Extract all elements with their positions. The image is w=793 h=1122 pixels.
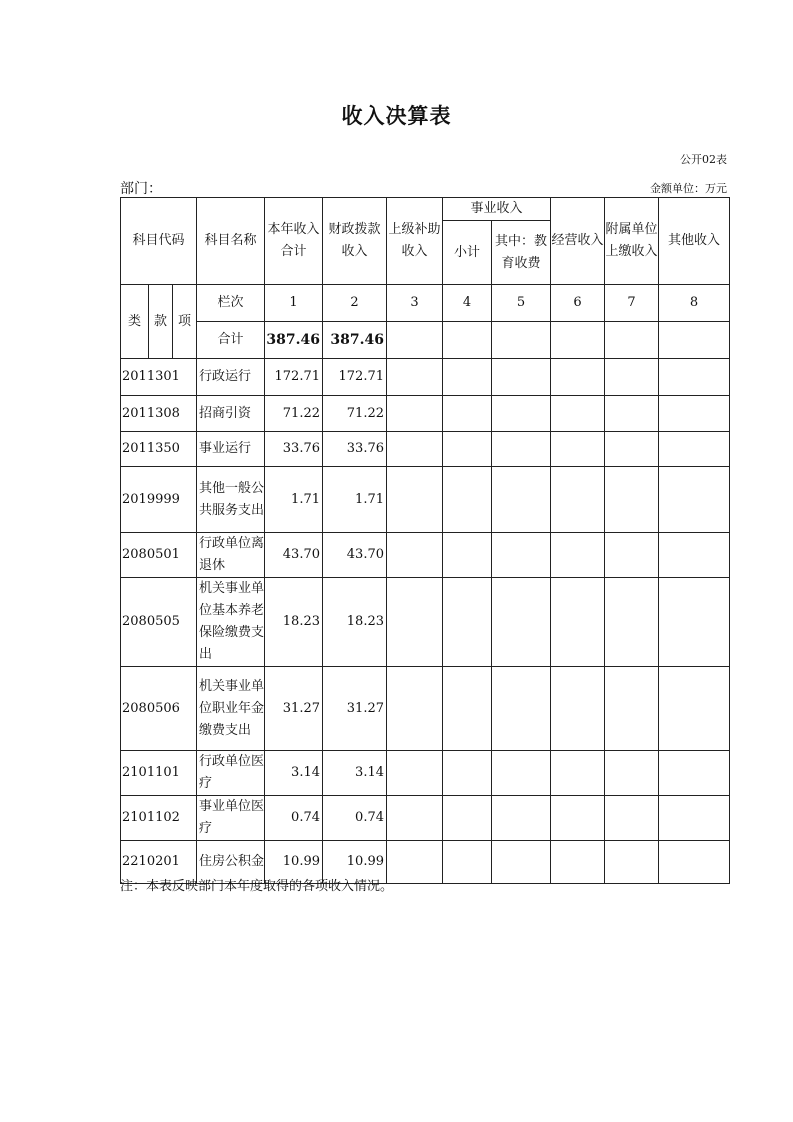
header-superior-subsidy: 上级补助收入 [387, 198, 443, 285]
row-code: 2019999 [121, 467, 197, 533]
row-total: 0.74 [265, 796, 323, 841]
header-business-income: 事业收入 [443, 198, 551, 221]
empty-cell [605, 841, 659, 884]
empty-cell [605, 533, 659, 578]
empty-cell [551, 359, 605, 396]
row-total: 10.99 [265, 841, 323, 884]
empty-cell [387, 841, 443, 884]
empty-cell [659, 533, 730, 578]
row-name: 行政单位医疗 [197, 751, 265, 796]
header-subject-name: 科目名称 [197, 198, 265, 285]
empty-cell [551, 432, 605, 467]
empty-cell [443, 533, 492, 578]
header-column-index: 栏次 [197, 285, 265, 322]
empty-cell [387, 359, 443, 396]
empty-cell [443, 396, 492, 432]
row-code: 2011308 [121, 396, 197, 432]
row-name: 住房公积金 [197, 841, 265, 884]
header-education-fee: 其中：教育收费 [492, 221, 551, 285]
row-fiscal: 0.74 [323, 796, 387, 841]
header-other-income: 其他收入 [659, 198, 730, 285]
empty-cell [605, 467, 659, 533]
row-code: 2080505 [121, 578, 197, 667]
empty-cell [605, 359, 659, 396]
row-name: 机关事业单位职业年金缴费支出 [197, 667, 265, 751]
empty-cell [443, 841, 492, 884]
empty-cell [659, 667, 730, 751]
row-name: 机关事业单位基本养老保险缴费支出 [197, 578, 265, 667]
row-name: 招商引资 [197, 396, 265, 432]
empty-cell [492, 751, 551, 796]
row-total: 18.23 [265, 578, 323, 667]
empty-cell [659, 359, 730, 396]
empty-cell [443, 359, 492, 396]
row-fiscal: 172.71 [323, 359, 387, 396]
row-code: 2080501 [121, 533, 197, 578]
header-section: 款 [149, 285, 173, 359]
empty-cell [492, 432, 551, 467]
empty-cell [492, 841, 551, 884]
row-fiscal: 3.14 [323, 751, 387, 796]
row-fiscal: 10.99 [323, 841, 387, 884]
empty-cell [443, 432, 492, 467]
table-row [121, 667, 730, 751]
row-fiscal: 31.27 [323, 667, 387, 751]
empty-cell [492, 667, 551, 751]
table-row [121, 751, 730, 796]
row-code: 2101101 [121, 751, 197, 796]
empty-cell [659, 432, 730, 467]
header-operating-income: 经营收入 [551, 198, 605, 285]
income-table [120, 197, 730, 884]
empty-cell [551, 533, 605, 578]
empty-cell [443, 751, 492, 796]
col-num-2: 2 [323, 285, 387, 322]
row-name: 其他一般公共服务支出 [197, 467, 265, 533]
empty-cell [443, 578, 492, 667]
empty-cell [387, 796, 443, 841]
department-label: 部门： [120, 181, 162, 197]
empty-cell [659, 396, 730, 432]
col-num-3: 3 [387, 285, 443, 322]
empty-cell [387, 432, 443, 467]
row-fiscal: 1.71 [323, 467, 387, 533]
col-num-1: 1 [265, 285, 323, 322]
empty-cell [551, 751, 605, 796]
row-name: 行政运行 [197, 359, 265, 396]
form-number: 公开02表 [680, 153, 727, 166]
table-row [121, 578, 730, 667]
table-row [121, 796, 730, 841]
empty-cell [659, 796, 730, 841]
empty-cell [605, 796, 659, 841]
empty-cell [659, 751, 730, 796]
row-code: 2101102 [121, 796, 197, 841]
empty-cell [659, 841, 730, 884]
empty-cell [605, 578, 659, 667]
empty-cell [659, 467, 730, 533]
table-row [121, 467, 730, 533]
header-total-income: 本年收入合计 [265, 198, 323, 285]
row-total: 43.70 [265, 533, 323, 578]
header-class: 类 [121, 285, 149, 359]
empty-cell [551, 841, 605, 884]
unit-label: 金额单位：万元 [650, 182, 727, 195]
empty-cell [605, 667, 659, 751]
col-num-6: 6 [551, 285, 605, 322]
row-fiscal: 33.76 [323, 432, 387, 467]
empty-cell [443, 467, 492, 533]
empty-cell [387, 667, 443, 751]
row-total: 3.14 [265, 751, 323, 796]
empty-cell [492, 796, 551, 841]
empty-cell [551, 578, 605, 667]
empty-cell [605, 396, 659, 432]
total-income-sum: 387.46 [265, 322, 323, 359]
row-name: 行政单位离退休 [197, 533, 265, 578]
empty-cell [387, 467, 443, 533]
col-num-5: 5 [492, 285, 551, 322]
total-label: 合计 [197, 322, 265, 359]
row-total: 71.22 [265, 396, 323, 432]
table-row [121, 533, 730, 578]
row-total: 1.71 [265, 467, 323, 533]
fiscal-allocation-sum: 387.46 [323, 322, 387, 359]
row-fiscal: 43.70 [323, 533, 387, 578]
row-code: 2080506 [121, 667, 197, 751]
header-subject-code: 科目代码 [121, 198, 197, 285]
empty-cell [551, 667, 605, 751]
row-name: 事业单位医疗 [197, 796, 265, 841]
empty-cell [492, 396, 551, 432]
col-num-8: 8 [659, 285, 730, 322]
empty-cell [492, 578, 551, 667]
empty-cell [492, 359, 551, 396]
empty-cell [492, 467, 551, 533]
empty-cell [551, 467, 605, 533]
table-row [121, 359, 730, 396]
empty-cell [551, 796, 605, 841]
header-item: 项 [173, 285, 197, 359]
empty-cell [605, 432, 659, 467]
row-code: 2011350 [121, 432, 197, 467]
row-fiscal: 71.22 [323, 396, 387, 432]
empty-cell [387, 751, 443, 796]
empty-cell [387, 533, 443, 578]
header-affiliated-income: 附属单位上缴收入 [605, 198, 659, 285]
empty-cell [443, 667, 492, 751]
row-total: 31.27 [265, 667, 323, 751]
empty-cell [387, 396, 443, 432]
empty-cell [605, 751, 659, 796]
table-row [121, 396, 730, 432]
page-title: 收入决算表 [341, 104, 452, 128]
row-total: 172.71 [265, 359, 323, 396]
row-fiscal: 18.23 [323, 578, 387, 667]
table-row [121, 432, 730, 467]
empty-cell [551, 396, 605, 432]
header-subtotal: 小计 [443, 221, 492, 285]
table-note: 注：本表反映部门本年度取得的各项收入情况。 [120, 879, 394, 894]
empty-cell [387, 578, 443, 667]
row-total: 33.76 [265, 432, 323, 467]
header-fiscal-allocation: 财政拨款收入 [323, 198, 387, 285]
row-name: 事业运行 [197, 432, 265, 467]
row-code: 2210201 [121, 841, 197, 884]
empty-cell [443, 796, 492, 841]
empty-cell [492, 533, 551, 578]
col-num-4: 4 [443, 285, 492, 322]
empty-cell [659, 578, 730, 667]
col-num-7: 7 [605, 285, 659, 322]
row-code: 2011301 [121, 359, 197, 396]
